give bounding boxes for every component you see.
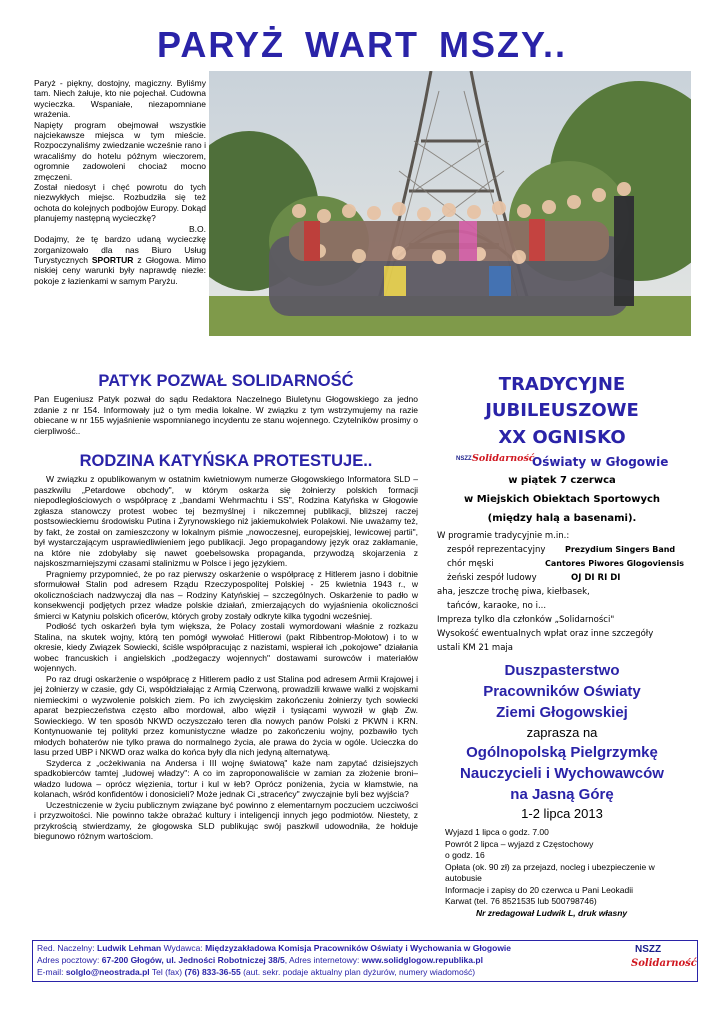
ognisko-line-2: w piątek 7 czerwca [508, 475, 616, 486]
pielgrzymka-details [445, 827, 695, 908]
ognisko-program [437, 529, 697, 655]
footer-solidarnosc-logo: NSZZ Solidarność [631, 944, 693, 978]
detail-line: autobusie [445, 873, 482, 883]
intro-signature: B.O. [188, 223, 206, 234]
detail-line: Karwat (tel. 76 8521535 lub 500798746) [445, 896, 597, 906]
ognisko-heading-2: JUBILEUSZOWE [485, 400, 639, 421]
program-extra: aha, jeszcze trochę piwa, kiełbasek, [437, 587, 590, 597]
solidarnosc-logo: NSZZ Solidarność [456, 452, 526, 472]
patyk-text: Pan Eugeniusz Patyk pozwał do sądu Redaktora Naczelnego Biuletynu Głogowskiego za jedno zdanie z nr 154. Informowały już o tym media lokalne. W związku z tym wstrzymujemy na razie obiecane w nr 155 wyjaśnienie wspomnianego incydentu ze stanu wojennego. Czytelników prosimy o cierpliwość.. [34, 394, 418, 436]
ognisko-line-4: (między halą a basenami). [487, 513, 637, 524]
program-item: chór męski Cantores Piwores Glogoviensis [447, 559, 684, 569]
katyn-paragraph: Podłość tych oskarżeń była tym większa, że Polacy zostali wymordowani właśnie z rozkazu Stalina, na skutek wojny, którą ten pomógł wywołać Hitlerowi (pakt Ribbentrop-Mołotow) i to w okresie, kiedy Związek Sowiecki, ściśle współpracując z nazistami, wspierał ich „pokojowe" działania wobec francuskich i angielskich „podżegaczy wojennych" dostawami surowców i materiałów wojennych. [34, 621, 418, 673]
detail-line: Wyjazd 1 lipca o godz. 7.00 [445, 827, 549, 837]
website-link[interactable]: www.solidglogow.republika.pl [361, 955, 483, 965]
katyn-paragraph: Pragniemy przypomnieć, że po raz pierwszy oskarżenie o współpracę z Hitlerem jasno i dobitnie sformułował Stalin pod adresem Rządu Rzeczypospolitej Polskiej - 25 kwietnia 1943 r., w okolicznościach nadzwyczaj dla nas – Rodziny Katyńskiej – szczególnych. Oskarżenie to padło w konsekwencji podjętych przez władze polskie działań, zmierzających do wyjaśnienia okoliczności śmierci w Katyniu polskich oficerów, których groby zostały odkryte kilka tygodni wcześniej. [34, 568, 418, 621]
page-title: PARYŻ WART MSZY.. [157, 24, 567, 65]
detail-line: o godz. 16 [445, 850, 485, 860]
pielgrzymka-heading-3: Ziemi Głogowskiej [496, 704, 628, 721]
katyn-paragraph: W związku z opublikowanym w ostatnim kwietniowym numerze Głogowskiego Informatora SLD – paszkwilu „Petardowe obchody", w którym oskarża się żołnierzy polskich formacji niepodległościowych o współpracę z „bandami Wehrmachtu i SS", Rodzina Katyńska w Głogowie zgłasza stanowczy protest wobec tej bezmyślnej i nikczemnej publikacji, bliższej raczej postsowieckiemu środowisku Putina i Żyrynowskiego niż jakiemukolwiek Polakowi. Nie uważamy też, by fakt, że został on zamieszczony w lokalnym piśmie „nowoczesnej, europejskiej, lewicowej partii", był wystarczającym usprawiedliwieniem jego publikacji. Jego propagandowy język oraz zakłamanie, na które nie zdobyłaby się nawet goebelsowska propaganda, przywodzą skojarzenia z najskoszmarniejszymi czasami stalinizmu w Polsce i jego językiem. [34, 474, 418, 568]
program-extra: Impreza tylko dla członków „Solidarności" [437, 615, 615, 625]
ognisko-line-3: w Miejskich Obiektach Sportowych [463, 494, 661, 505]
pielgrzymka-invite: zaprasza na [526, 725, 598, 740]
intro-paragraph: Napięty program obejmował wszystkie najciekawsze miejsca w tym mieście. Rozpoczynaliśmy zwiedzanie wcześnie rano i wracaliśmy do hotelu późnym wieczorem, ogromnie zadowoleni chociaż mocno zmęczeni. [34, 119, 206, 182]
pielgrzymka-heading-1: Duszpasterstwo [504, 662, 620, 679]
group-photo [209, 71, 691, 336]
ognisko-heading-1: TRADYCYJNE [498, 374, 626, 395]
footer-box [32, 940, 698, 982]
detail-line: Opłata (ok. 90 zł) za przejazd, nocleg i ubezpieczenie w [445, 861, 655, 872]
pielgrzymka-heading-2: Pracowników Oświaty [483, 683, 641, 700]
katyn-paragraph: Szyderca z „ocżekiwania na Andersa i III wojnę światową" każe nam zapytać dzisiejszych spadkobierców tamtej „ludowej władzy": A co im zaproponowaliście w zamian za złożenie broni– władzo ludowa – oprócz więzienia, tortur i kul w łeb? Oprócz poniżenia, życia w kłamstwie, na kolanach, wśród konfidentów i donosicieli? Może jednak Ci „straceńcy" zwyczajnie byli bez wyjścia? [34, 757, 418, 799]
email-link[interactable]: solglo@neostrada.pl [65, 967, 150, 977]
pielgrzymka-block [430, 660, 694, 822]
intro-paragraph: Paryż - piękny, dostojny, magiczny. Byliśmy tam. Niech żałuje, kto nie pojechał. Cudowna wycieczka. Wspaniałe, niezapomniane wrażenia. [34, 78, 206, 120]
program-item: zespół reprezentacyjny Prezydium Singers Band [447, 545, 676, 555]
pielgrzymka-date: 1-2 lipca 2013 [521, 806, 603, 821]
katyn-heading: RODZINA KATYŃSKA PROTESTUJE.. [79, 452, 373, 470]
pielgrzymka-heading-4: Ogólnopolską Pielgrzymkę [466, 744, 658, 761]
program-extra: tańców, karaoke, no i... [447, 601, 547, 611]
footer-row-address: Adres pocztowy: 67-200 Głogów, ul. Jedności Robotniczej 38/5, Adres internetowy: www.solidglogow.republika.pl [37, 955, 483, 965]
katyn-paragraph: Po raz drugi oskarżenie o współpracę z Hitlerem padło z ust Stalina pod adresem Armii Krajowej i jej żołnierzy w czasie, gdy Ci, współdziałając z Armią Czerwoną, prowadzili krwawe walki z wojskami niemieckimi o wyzwolenie polskich ziem. Po ich zwycięskim zakończeniu żołnierzy tych sowiecki aparat bezpieczeństwa często albo mordował, albo więził i tysiącami wywoził w głąb Zw. Sowieckiego. W ten sposób NKWD oczyszczało teren dla nowych panów Polski z PKWN i KRN. Kontynuowanie tej polityki przez komunistyczne władze po zakończeniu wojny, pozbawiło tych młodych bohaterów nie tylko prawa do normalnego życia, ale prawa do życia w ogóle. Ucieczka do lasu przed UBP i NKWD oraz walka do końca były dla nich jedyną alternatywą. [34, 673, 418, 757]
program-item: żeński zespół ludowy OJ DI RI DI [447, 573, 621, 583]
detail-line: Powrót 2 lipca – wyjazd z Częstochowy [445, 838, 594, 849]
ognisko-heading-3: XX OGNISKO [498, 427, 626, 448]
footer-row-editor: Red. Naczelny: Ludwik Lehman Wydawca: Międzyzakładowa Komisja Pracowników Oświaty i Wychowania w Głogowie [37, 943, 512, 953]
katyn-article [34, 474, 418, 842]
detail-line: Informacje i zapisy do 20 czerwca u Pani Leokadii [445, 884, 634, 895]
footer-row-contact: E-mail: solglo@neostrada.pl Tel (fax) (76) 833-36-55 (aut. sekr. podaje aktualny plan dyżurów, numery wiadomość) [37, 967, 476, 977]
intro-paragraph: Dodajmy, że tę bardzo udaną wycieczkę zorganizowało dla nas Biuro Usług Turystycznych SPORTUR z Głogowa. Mimo niskiej ceny warunki były naprawdę niezłe: pokoje z łazienkami w samym Paryżu. [34, 234, 206, 286]
intro-paragraph: Został niedosyt i chęć powrotu do tych niezwykłych miejsc. Rozbudziła się też ochota do kolejnych podbojów Europy. Dokąd planujemy następną wycieczkę? [34, 182, 206, 224]
patyk-heading: PATYK POZWAŁ SOLIDARNOŚĆ [98, 372, 354, 390]
intro-column [34, 78, 206, 286]
ognisko-line-1: Oświaty w Głogowie [532, 455, 669, 469]
katyn-paragraph: Uczestniczenie w życiu publicznym związane być powinno z elementarnym poczuciem uczciwości i przyzwoitości. Nie powinno także obrażać kultury i inteligencji innych jego podmiotów. Niestety, z przykrością stwierdzamy, że głogowska SLD publikując swój paszkwil udowodniła, że hołduje biegunowo różnym wartościom. [34, 799, 418, 841]
program-extra: Wysokość ewentualnych wpłat oraz inne szczegóły [437, 629, 654, 639]
program-extra: ustali KM 21 maja [437, 643, 513, 653]
program-intro: W programie tradycyjnie m.in.: [437, 531, 570, 541]
pielgrzymka-heading-5: Nauczycieli i Wychowawców [460, 765, 664, 782]
editor-credit: Nr zredagował Ludwik L, druk własny [476, 908, 628, 918]
pielgrzymka-heading-6: na Jasną Górę [510, 786, 614, 803]
